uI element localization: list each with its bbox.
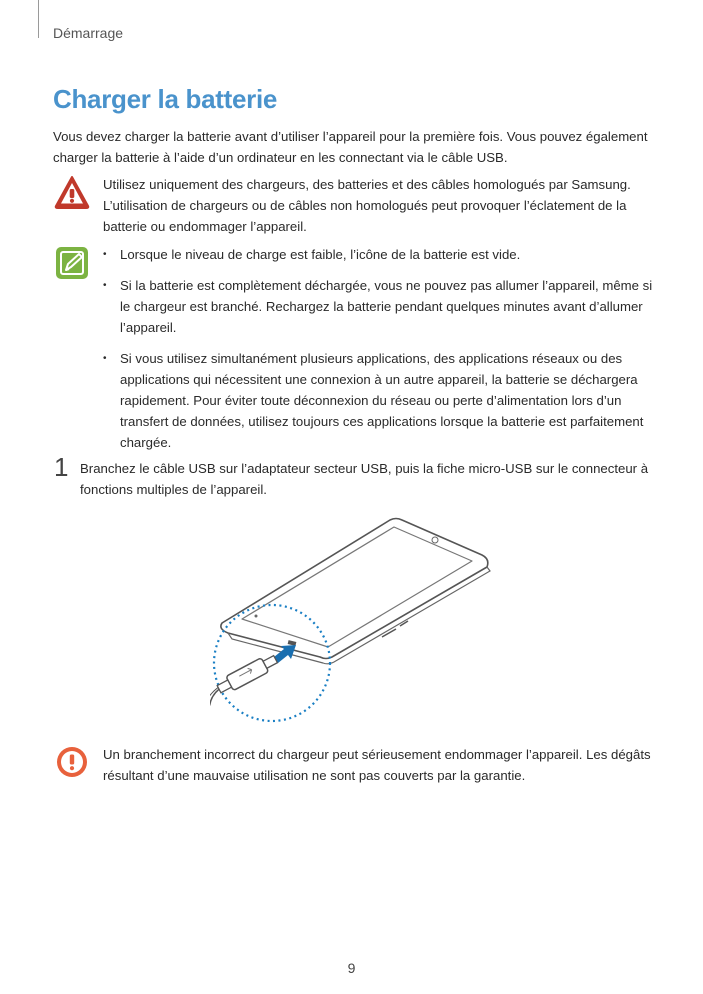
page-number: 9: [347, 960, 356, 976]
step-text: Branchez le câble USB sur l’adaptateur secteur USB, puis la fiche micro-USB sur le connecteur à fonctions multiples de l’appareil.: [80, 461, 649, 497]
step-number: 1: [54, 452, 69, 482]
list-item: • Si la batterie est complètement déchargée, vous ne pouvez pas allumer l’appareil, même si le chargeur est branché. Rechargez la batterie pendant quelques minutes avant d’allumer l’appareil.: [103, 275, 653, 338]
warning-text: Utilisez uniquement des chargeurs, des batteries et des câbles homologués par Samsung. L’utilisation de chargeurs ou de câbles non homologués peut provoquer l’éclatement de la batterie ou endommager l’appareil.: [103, 177, 631, 234]
tips-list: [103, 244, 653, 463]
header-divider: [38, 0, 39, 38]
list-item: • Lorsque le niveau de charge est faible, l’icône de la batterie est vide.: [103, 244, 653, 265]
note-pencil-icon: [55, 246, 89, 285]
caution-text: Un branchement incorrect du chargeur peut sérieusement endommager l’appareil. Les dégâts résultant d’une mauvaise utilisation ne sont pas couverts par la garantie.: [103, 747, 651, 783]
list-item: • Si vous utilisez simultanément plusieurs applications, des applications réseaux ou des applications qui nécessitent une connexion à un autre appareil, la batterie se déchargera rapidement. Pour éviter toute déconnexion du réseau ou perte d’alimentation lors d’un transfert de données, utilisez toujours ces applications lorsque la batterie est parfaitement chargée.: [103, 348, 653, 453]
caution-circle-icon: [55, 745, 89, 784]
warning-triangle-icon: [54, 175, 90, 214]
section-label: Démarrage: [53, 25, 124, 41]
intro-paragraph: Vous devez charger la batterie avant d’utiliser l’appareil pour la première fois. Vous pouvez également charger la batterie à l’aide d’un ordinateur en les connectant via le câble USB.: [53, 129, 648, 165]
tablet-charging-illustration: [210, 515, 500, 730]
page-title: Charger la batterie: [53, 84, 278, 114]
